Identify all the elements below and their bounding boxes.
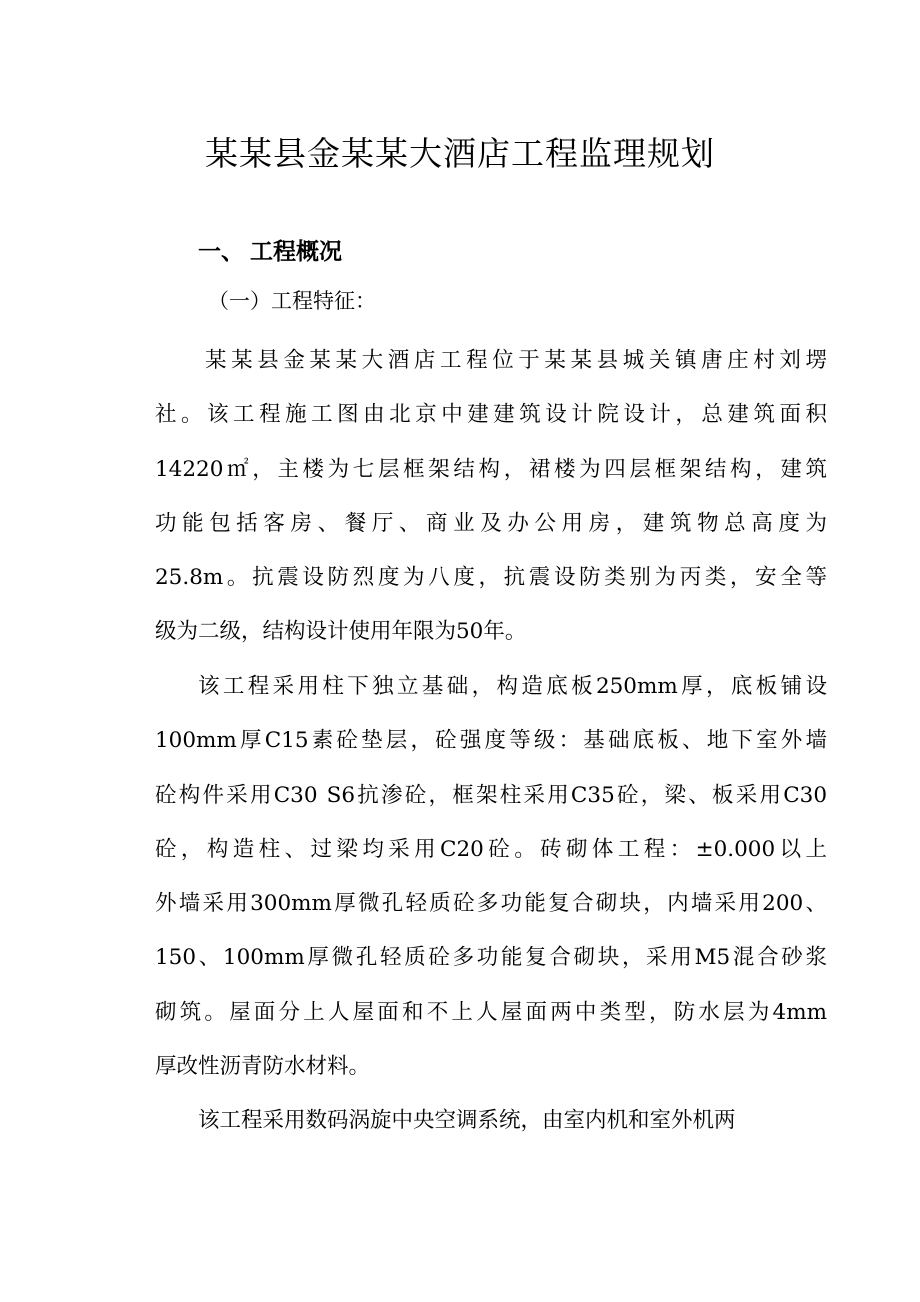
paragraph-line: 25.8m。抗震设防烈度为八度，抗震设防类别为丙类，安全等 xyxy=(155,565,827,591)
paragraph-line: 砼，构造柱、过梁均采用C20砼。砖砌体工程：±0.000以上 xyxy=(155,836,827,862)
paragraph-structure xyxy=(155,660,827,1094)
subsection-heading: （一）工程特征： xyxy=(208,289,376,313)
section-number: 一、 xyxy=(198,239,244,265)
paragraph-project-location xyxy=(155,334,827,660)
paragraph-line: 厚改性沥青防水材料。 xyxy=(155,1054,371,1080)
paragraph-line: 150、100mm厚微孔轻质砼多功能复合砌块，采用M5混合砂浆 xyxy=(155,945,827,971)
paragraph-line: 级为二级，结构设计使用年限为50年。 xyxy=(155,619,527,645)
paragraph-line: 100mm厚C15素砼垫层，砼强度等级：基础底板、地下室外墙 xyxy=(155,728,827,754)
paragraph-line: 某某县金某某大酒店工程位于某某县城关镇唐庄村刘塄 xyxy=(205,348,827,373)
paragraph-line: 砼构件采用C30 S6抗渗砼，框架柱采用C35砼，梁、板采用C30 xyxy=(155,782,827,808)
document-title: 某某县金某某大酒店工程监理规划 xyxy=(205,134,715,173)
section-heading-text: 工程概况 xyxy=(250,239,342,265)
paragraph-hvac xyxy=(155,1094,827,1148)
paragraph-line: 砌筑。屋面分上人屋面和不上人屋面两中类型，防水层为4mm xyxy=(155,999,827,1025)
paragraph-line: 功能包括客房、餐厅、商业及办公用房，建筑物总高度为 xyxy=(155,510,827,536)
paragraph-line: 14220㎡，主楼为七层框架结构，裙楼为四层框架结构，建筑 xyxy=(155,456,827,482)
paragraph-line: 社。该工程施工图由北京中建建筑设计院设计，总建筑面积 xyxy=(155,402,827,428)
paragraph-line: 该工程采用柱下独立基础，构造底板250mm厚，底板铺设 xyxy=(198,674,827,699)
section-heading xyxy=(198,234,342,270)
paragraph-line: 外墙采用300mm厚微孔轻质砼多功能复合砌块，内墙采用200、 xyxy=(155,891,827,917)
paragraph-line: 该工程采用数码涡旋中央空调系统，由室内机和室外机两 xyxy=(198,1108,736,1133)
